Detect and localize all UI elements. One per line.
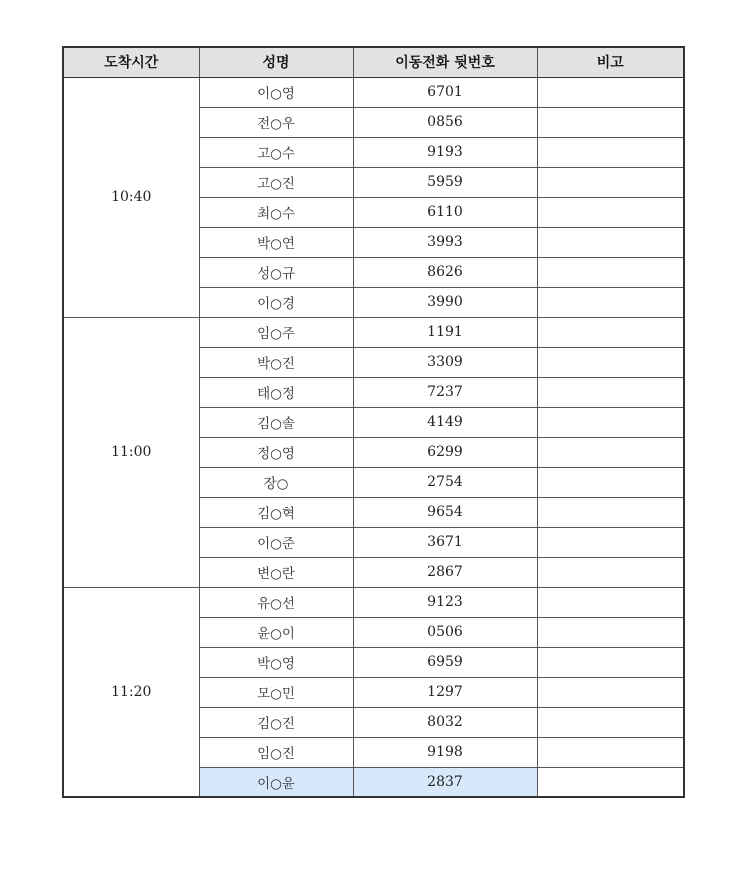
name-cell[interactable]: 김○솔 [199, 407, 353, 437]
name-cell[interactable]: 이○준 [199, 527, 353, 557]
name-cell[interactable]: 윤○이 [199, 617, 353, 647]
name-cell[interactable]: 모○민 [199, 677, 353, 707]
remark-cell[interactable] [537, 287, 684, 317]
phone-cell[interactable]: 6701 [353, 77, 537, 107]
header-name: 성명 [199, 47, 353, 77]
arrival-time-cell: 11:00 [63, 317, 199, 587]
name-cell[interactable]: 박○진 [199, 347, 353, 377]
remark-cell[interactable] [537, 677, 684, 707]
name-cell[interactable]: 김○진 [199, 707, 353, 737]
name-cell[interactable]: 임○진 [199, 737, 353, 767]
name-cell[interactable]: 전○우 [199, 107, 353, 137]
name-cell[interactable]: 최○수 [199, 197, 353, 227]
name-cell[interactable]: 태○정 [199, 377, 353, 407]
table-row [63, 77, 684, 107]
remark-cell[interactable] [537, 767, 684, 797]
remark-cell[interactable] [537, 617, 684, 647]
remark-cell[interactable] [537, 107, 684, 137]
phone-cell[interactable]: 4149 [353, 407, 537, 437]
name-cell[interactable]: 성○규 [199, 257, 353, 287]
phone-cell[interactable]: 0506 [353, 617, 537, 647]
name-cell[interactable]: 고○진 [199, 167, 353, 197]
name-cell[interactable]: 김○혁 [199, 497, 353, 527]
phone-cell[interactable]: 3309 [353, 347, 537, 377]
remark-cell[interactable] [537, 647, 684, 677]
header-phone-last-digits: 이동전화 뒷번호 [353, 47, 537, 77]
phone-cell[interactable]: 1297 [353, 677, 537, 707]
remark-cell[interactable] [537, 437, 684, 467]
phone-cell[interactable]: 9123 [353, 587, 537, 617]
arrival-time-cell: 11:20 [63, 587, 199, 797]
phone-cell[interactable]: 3990 [353, 287, 537, 317]
name-cell[interactable]: 유○선 [199, 587, 353, 617]
header-remarks: 비고 [537, 47, 684, 77]
header-arrival-time: 도착시간 [63, 47, 199, 77]
remark-cell[interactable] [537, 257, 684, 287]
remark-cell[interactable] [537, 227, 684, 257]
phone-cell[interactable]: 8032 [353, 707, 537, 737]
phone-cell[interactable]: 3671 [353, 527, 537, 557]
table-row [63, 587, 684, 617]
phone-cell[interactable]: 6110 [353, 197, 537, 227]
remark-cell[interactable] [537, 317, 684, 347]
name-cell[interactable]: 이○영 [199, 77, 353, 107]
remark-cell[interactable] [537, 497, 684, 527]
phone-cell[interactable]: 0856 [353, 107, 537, 137]
name-cell[interactable]: 박○연 [199, 227, 353, 257]
name-cell[interactable]: 임○주 [199, 317, 353, 347]
remark-cell[interactable] [537, 737, 684, 767]
remark-cell[interactable] [537, 467, 684, 497]
table-row [63, 317, 684, 347]
phone-cell[interactable]: 5959 [353, 167, 537, 197]
phone-cell[interactable]: 6299 [353, 437, 537, 467]
remark-cell[interactable] [537, 77, 684, 107]
phone-cell[interactable]: 2837 [353, 767, 537, 797]
name-cell[interactable]: 고○수 [199, 137, 353, 167]
name-cell[interactable]: 정○영 [199, 437, 353, 467]
phone-cell[interactable]: 2754 [353, 467, 537, 497]
remark-cell[interactable] [537, 347, 684, 377]
remark-cell[interactable] [537, 557, 684, 587]
name-cell[interactable]: 장○ [199, 467, 353, 497]
name-cell[interactable]: 이○경 [199, 287, 353, 317]
roster-body [63, 77, 684, 797]
phone-cell[interactable]: 6959 [353, 647, 537, 677]
header-row [63, 47, 684, 77]
phone-cell[interactable]: 9654 [353, 497, 537, 527]
name-cell[interactable]: 박○영 [199, 647, 353, 677]
remark-cell[interactable] [537, 137, 684, 167]
phone-cell[interactable]: 1191 [353, 317, 537, 347]
phone-cell[interactable]: 8626 [353, 257, 537, 287]
arrival-roster-table [62, 46, 685, 798]
remark-cell[interactable] [537, 707, 684, 737]
remark-cell[interactable] [537, 527, 684, 557]
remark-cell[interactable] [537, 167, 684, 197]
phone-cell[interactable]: 9198 [353, 737, 537, 767]
phone-cell[interactable]: 3993 [353, 227, 537, 257]
remark-cell[interactable] [537, 587, 684, 617]
phone-cell[interactable]: 9193 [353, 137, 537, 167]
remark-cell[interactable] [537, 377, 684, 407]
name-cell[interactable]: 변○란 [199, 557, 353, 587]
remark-cell[interactable] [537, 407, 684, 437]
phone-cell[interactable]: 7237 [353, 377, 537, 407]
remark-cell[interactable] [537, 197, 684, 227]
phone-cell[interactable]: 2867 [353, 557, 537, 587]
name-cell[interactable]: 이○윤 [199, 767, 353, 797]
arrival-time-cell: 10:40 [63, 77, 199, 317]
